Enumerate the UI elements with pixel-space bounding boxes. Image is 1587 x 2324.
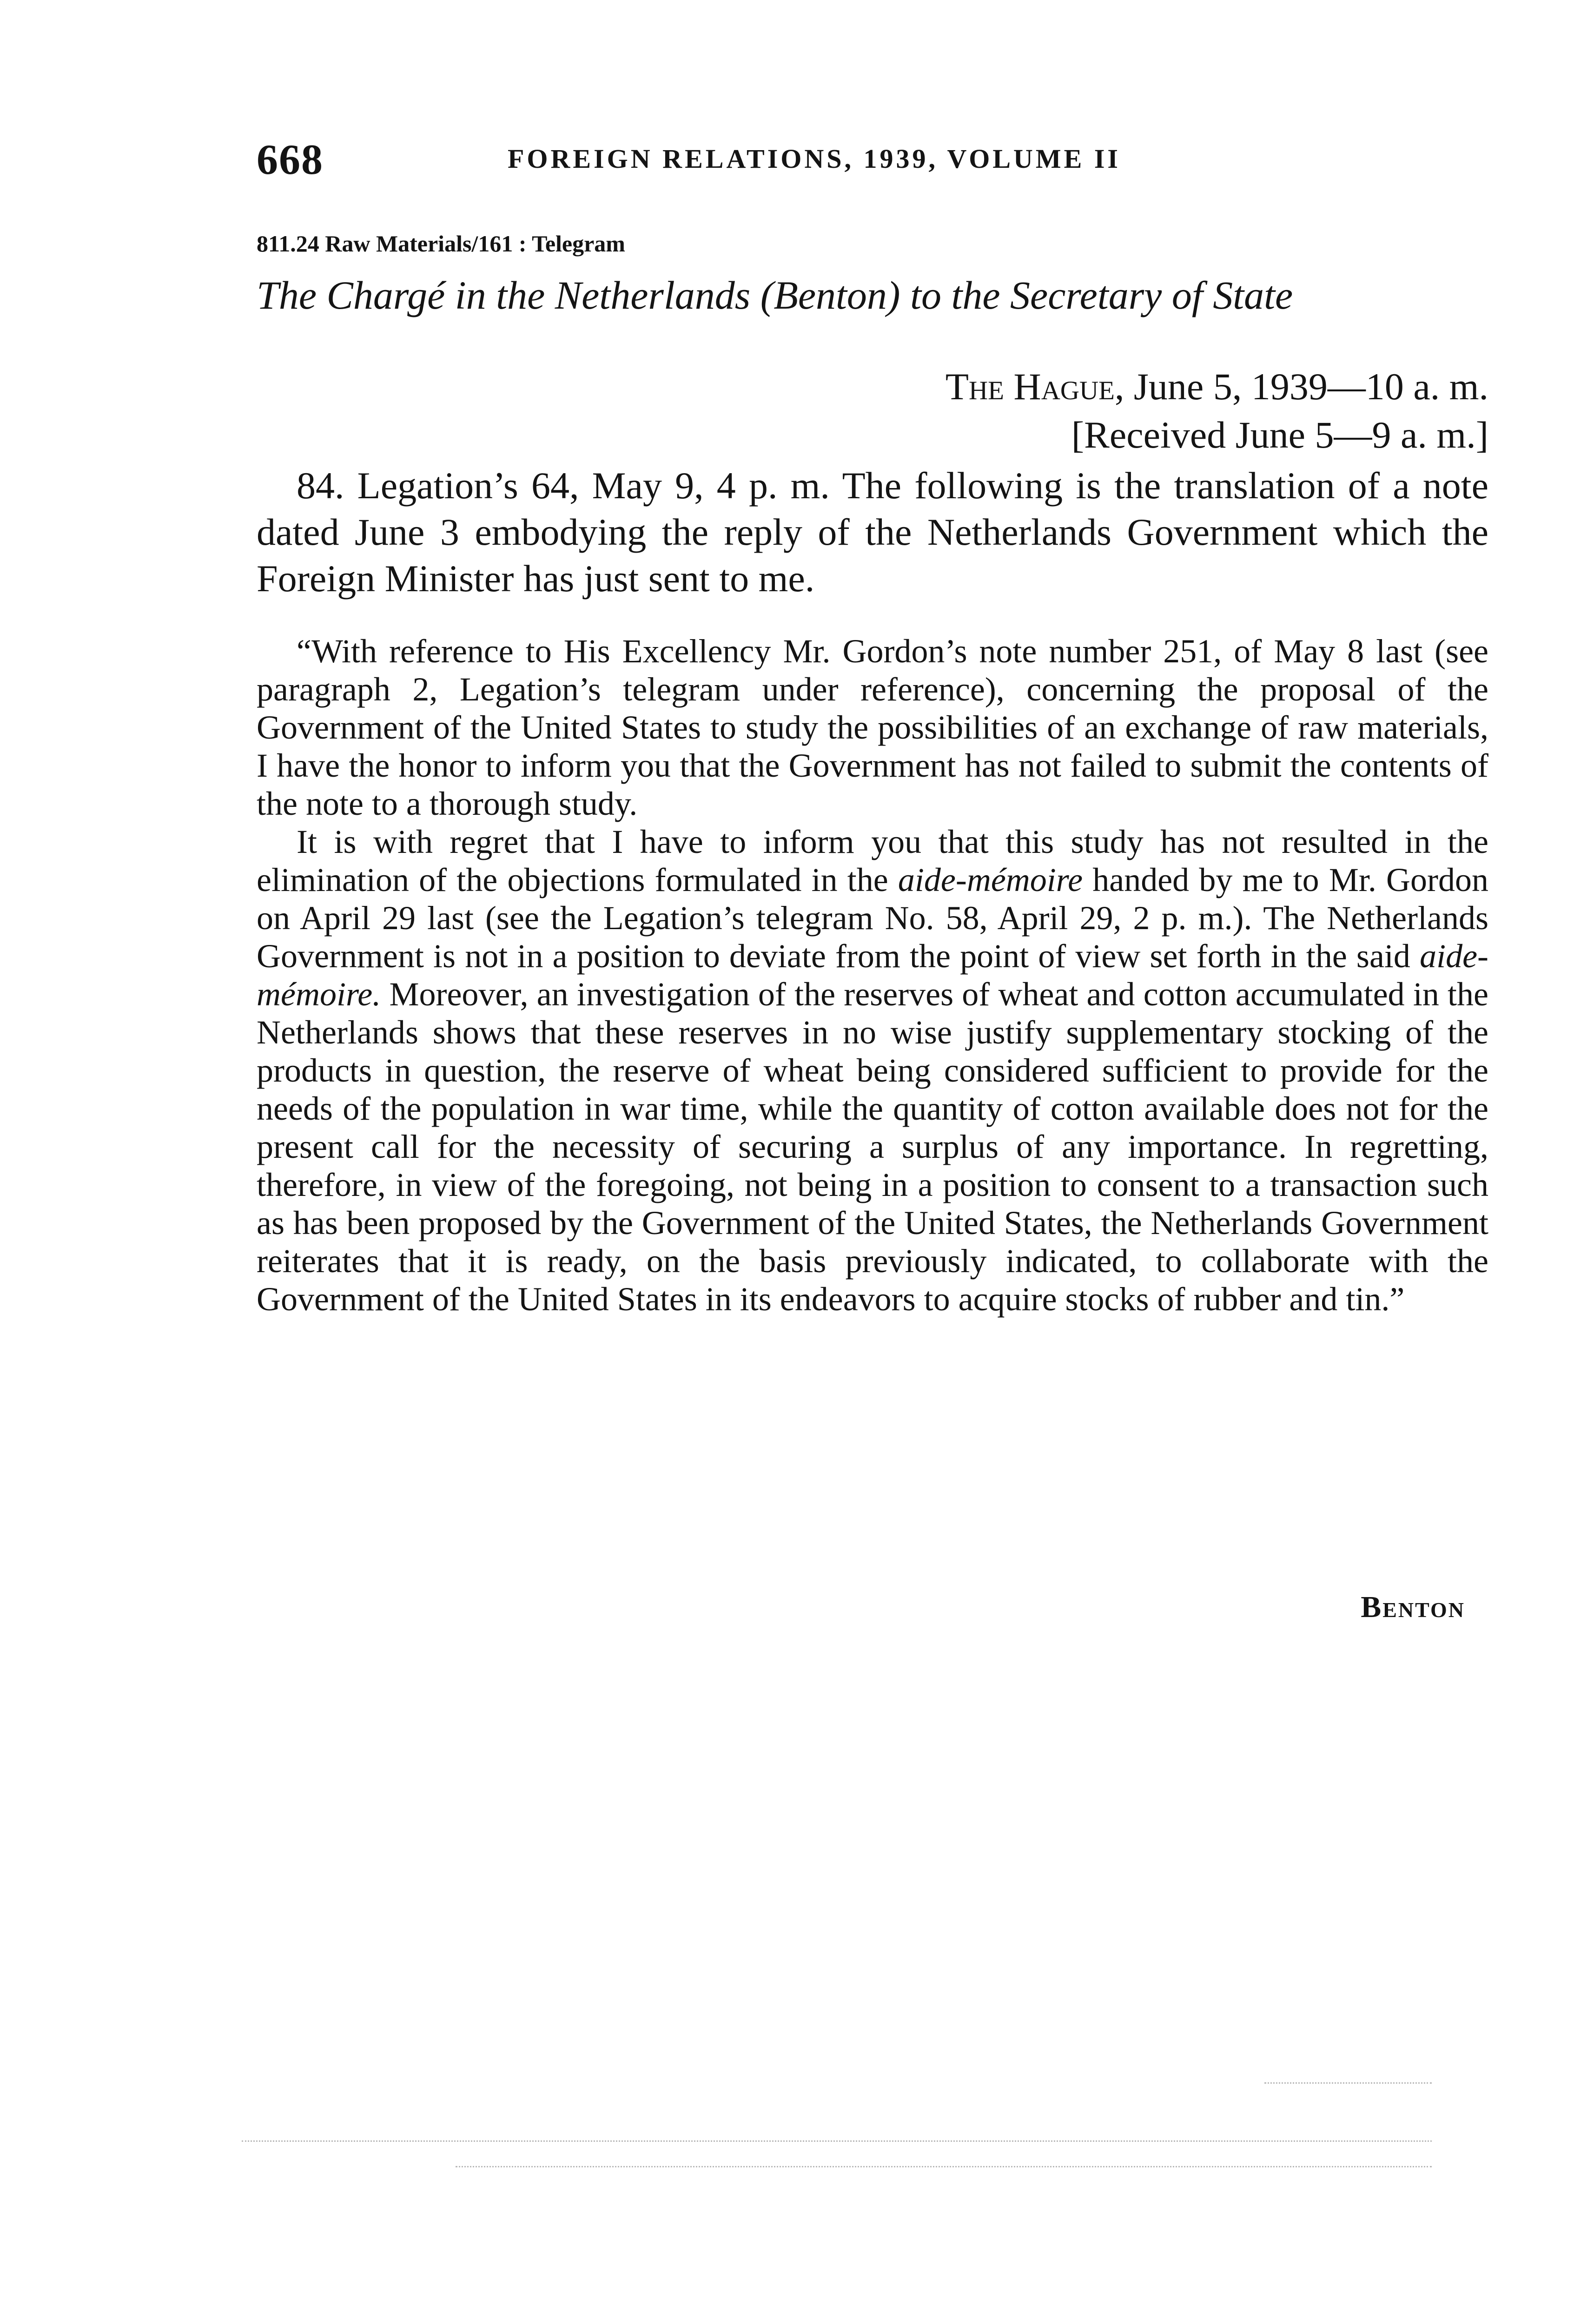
document-title: The Chargé in the Netherlands (Benton) to the Secretary of State [257,273,1293,317]
quote-text-segment: Moreover, an investigation of the reserves of wheat and cotton accumulated in the Netherlands shows that these reserves in no wise justify supplementary stocking of the products in question, the reserve of wheat being considered sufficient to provide for the needs of the population in war time, while the quantity of cotton available does not for the present call for the necessity of securing a surplus of any importance. In regretting, therefore, in view of the foregoing, not being in a position to consent to a transaction such as has been proposed by the Government of the United States, the Netherlands Government reiterates that it is ready, on the basis previously indicated, to collaborate with the Government of the United States in its endeavors to acquire stocks of rubber and tin.” [257,976,1488,1318]
quoted-note [257,632,1488,1318]
page-header [257,135,1488,186]
quote-text-segment: It is with regret that I have to inform you that this study has not resulted in the elimination of the objections formulated in the [257,823,1488,898]
scan-artifact [456,2166,1432,2169]
page-number: 668 [257,136,324,183]
italic-term: aide-mémoire [898,861,1083,898]
file-reference: 811.24 Raw Materials/161 : Telegram [257,231,625,257]
scan-artifact [1264,2082,1432,2086]
running-head: FOREIGN RELATIONS, 1939, VOLUME II [508,144,1121,174]
date-received: [Received June 5—9 a. m.] [1071,414,1488,456]
italic-term: aide-mémoire. [257,938,1488,1013]
place-name: The Hague, [945,365,1124,408]
date-sent: June 5, 1939—10 a. m. [1134,365,1488,408]
quote-paragraph-2 [257,823,1488,1318]
quote-text-segment: handed by me to Mr. Gordon on April 29 last (see the Legation’s telegram No. 58, April 29, 2 p. m.). The Netherlands Government is not in a position to deviate from the point of view set forth in the said [257,861,1489,975]
signature: Benton [1361,1590,1465,1624]
dateline [946,363,1488,459]
scan-artifact [242,2140,1432,2144]
date-sent-line [946,363,1488,411]
lead-paragraph: 84. Legation’s 64, May 9, 4 p. m. The following is the translation of a note dated June 3 embodying the reply of the Netherlands Government which the Foreign Minister has just sent to me. [257,464,1488,600]
quote-paragraph-1: “With reference to His Excellency Mr. Gordon’s note number 251, of May 8 last (see paragraph 2, Legation’s telegram under reference), concerning the proposal of the Government of the United States to study the possibilities of an exchange of raw materials, I have the honor to inform you that the Government has not failed to submit the contents of the note to a thorough study. [257,633,1488,822]
